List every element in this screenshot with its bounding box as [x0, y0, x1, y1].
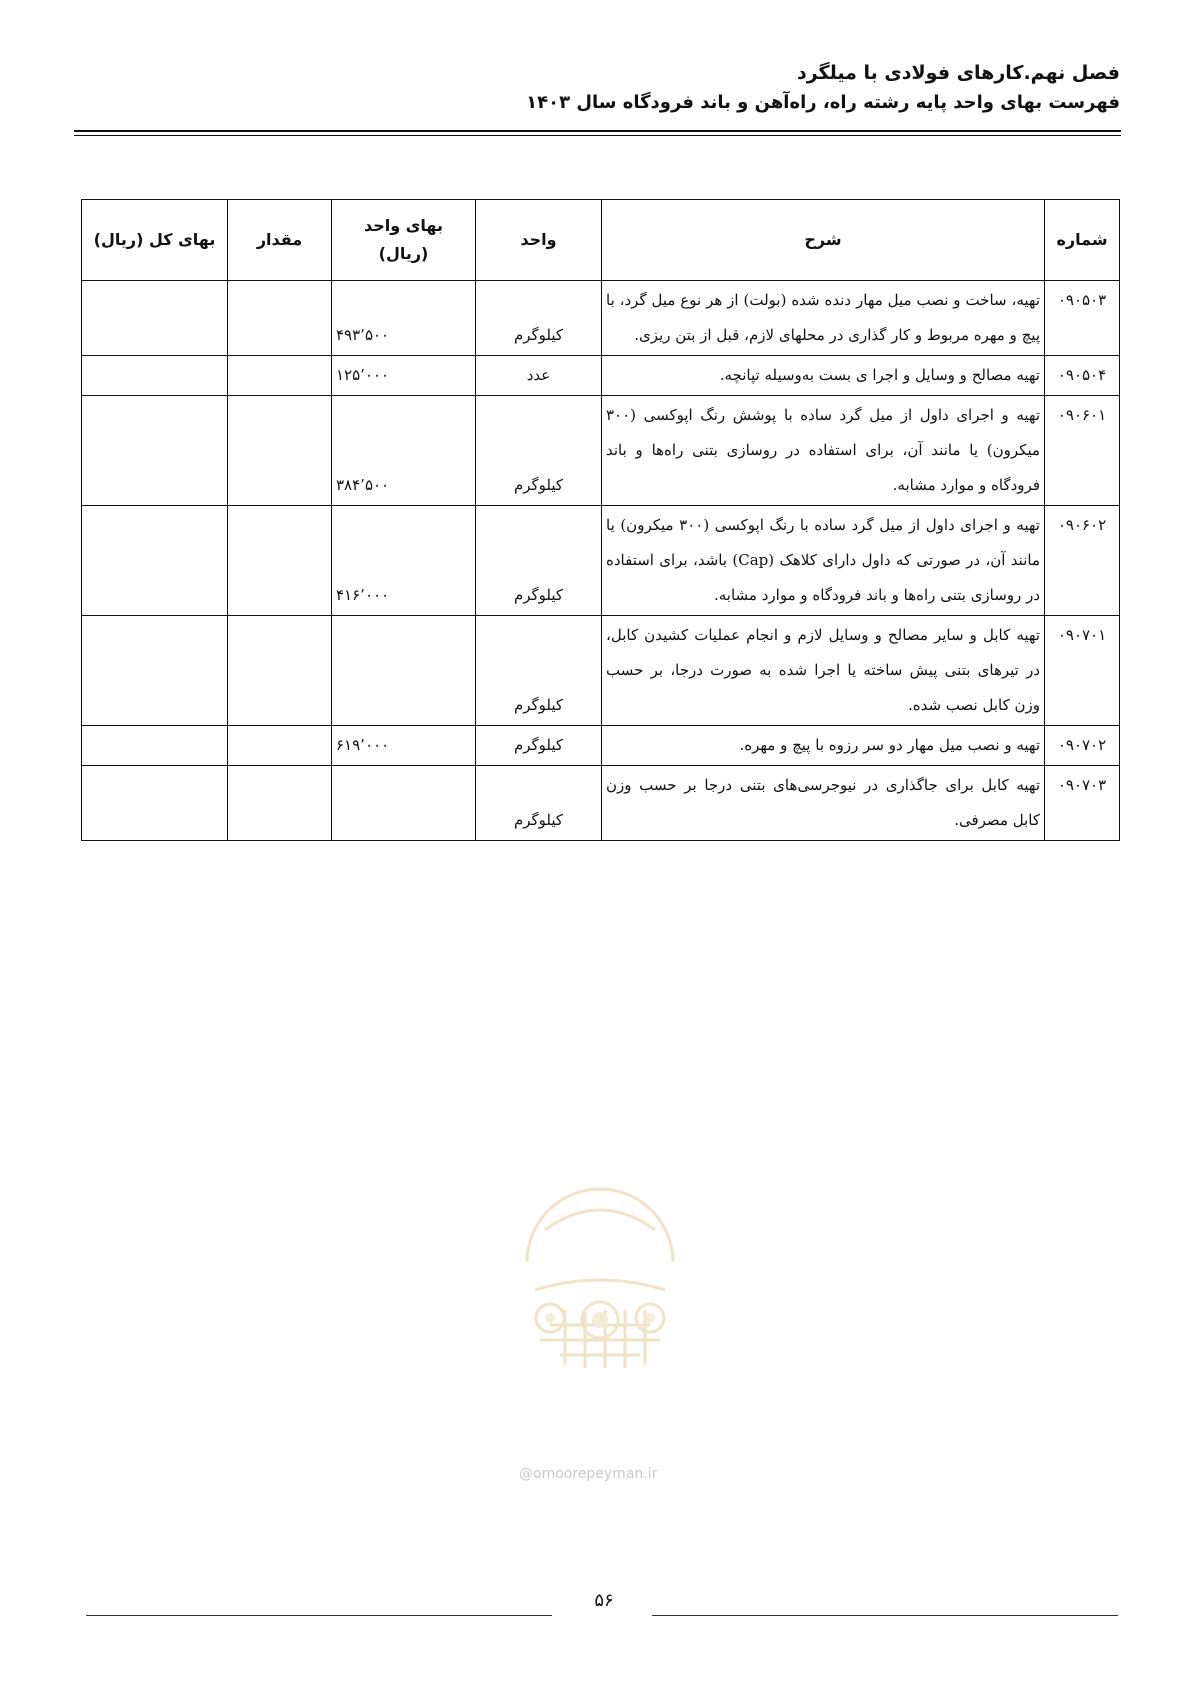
table-row [82, 281, 1120, 356]
item-code: ۰۹۰۶۰۲ [1045, 506, 1120, 616]
item-total-price [82, 356, 228, 396]
item-unit-price: ۱۲۵٬۰۰۰ [332, 356, 476, 396]
item-quantity [228, 356, 332, 396]
item-unit: کیلوگرم [476, 766, 602, 841]
item-unit-price: ۴۹۳٬۵۰۰ [332, 281, 476, 356]
price-list-title: فهرست بهای واحد پایه رشته راه، راه‌آهن و باند فرودگاه سال ۱۴۰۳ [526, 92, 1120, 113]
table-row [82, 356, 1120, 396]
unit-price-header-currency: (ریال) [378, 244, 429, 263]
item-unit-price [332, 766, 476, 841]
item-description: تهیه کابل و سایر مصالح و وسایل لازم و انجام عملیات کشیدن کابل، در تیرهای بتنی پیش ساخته یا اجرا شده به صورت درجا، بر حسب وزن کابل نصب شده. [602, 616, 1045, 726]
price-table [81, 199, 1120, 841]
item-total-price [82, 766, 228, 841]
item-total-price [82, 281, 228, 356]
page-number: ۵۶ [594, 1590, 614, 1611]
item-quantity [228, 616, 332, 726]
header-rule-thin [74, 135, 1121, 136]
column-header-unit-price [332, 200, 476, 281]
column-header-total-price: بهای کل (ریال) [82, 200, 228, 281]
item-unit-price: ۳۸۴٬۵۰۰ [332, 396, 476, 506]
footer-rule-left [86, 1615, 552, 1616]
item-code: ۰۹۰۷۰۳ [1045, 766, 1120, 841]
item-code: ۰۹۰۶۰۱ [1045, 396, 1120, 506]
item-total-price [82, 396, 228, 506]
table-row [82, 766, 1120, 841]
item-quantity [228, 506, 332, 616]
item-total-price [82, 506, 228, 616]
item-unit-price: ۴۱۶٬۰۰۰ [332, 506, 476, 616]
table-row [82, 616, 1120, 726]
footer-rule-right [652, 1615, 1118, 1616]
item-unit: کیلوگرم [476, 616, 602, 726]
item-description: تهیه و نصب میل مهار دو سر رزوه با پیچ و مهره. [602, 726, 1045, 766]
item-description: تهیه کابل برای جاگذاری در نیوجرسی‌های بتنی درجا بر حسب وزن کابل مصرفی. [602, 766, 1045, 841]
item-unit: کیلوگرم [476, 726, 602, 766]
omoore-peyman-logo-watermark [505, 1170, 695, 1370]
item-unit: کیلوگرم [476, 396, 602, 506]
table-row [82, 506, 1120, 616]
watermark-url: @omoorepeyman.ir [519, 1466, 658, 1482]
chapter-title: فصل نهم.کارهای فولادی با میلگرد [796, 62, 1120, 84]
header-rule [74, 130, 1121, 132]
item-total-price [82, 616, 228, 726]
item-description: تهیه و اجرای داول از میل گرد ساده با پوشش رنگ اپوکسی (۳۰۰ میکرون) یا مانند آن، برای استفاده در روسازی بتنی راه‌ها و باند فرودگاه و موارد مشابه. [602, 396, 1045, 506]
item-code: ۰۹۰۷۰۲ [1045, 726, 1120, 766]
item-quantity [228, 766, 332, 841]
item-unit-price [332, 616, 476, 726]
table-row [82, 726, 1120, 766]
item-description: تهیه مصالح و وسایل و اجرا ی بست به‌وسیله تپانچه. [602, 356, 1045, 396]
item-total-price [82, 726, 228, 766]
column-header-quantity: مقدار [228, 200, 332, 281]
page-header [526, 58, 1120, 118]
table-row [82, 396, 1120, 506]
item-quantity [228, 281, 332, 356]
item-unit-price: ۶۱۹٬۰۰۰ [332, 726, 476, 766]
item-code: ۰۹۰۵۰۴ [1045, 356, 1120, 396]
table-header-row [82, 200, 1120, 281]
unit-price-header-label: بهای واحد [363, 216, 443, 235]
column-header-code: شماره [1045, 200, 1120, 281]
column-header-unit: واحد [476, 200, 602, 281]
item-unit: کیلوگرم [476, 506, 602, 616]
item-quantity [228, 396, 332, 506]
column-header-description: شرح [602, 200, 1045, 281]
item-unit: کیلوگرم [476, 281, 602, 356]
item-code: ۰۹۰۷۰۱ [1045, 616, 1120, 726]
item-quantity [228, 726, 332, 766]
item-code: ۰۹۰۵۰۳ [1045, 281, 1120, 356]
item-unit: عدد [476, 356, 602, 396]
item-description: تهیه، ساخت و نصب میل مهار دنده شده (بولت) از هر نوع میل گرد، با پیچ و مهره مربوط و کار گذاری در محلهای لازم، قبل از بتن ریزی. [602, 281, 1045, 356]
item-description: تهیه و اجرای داول از میل گرد ساده با رنگ اپوکسی (۳۰۰ میکرون) یا مانند آن، در صورتی که داول دارای کلاهک (Cap) باشد، برای استفاده در روسازی بتنی راه‌ها و باند فرودگاه و موارد مشابه. [602, 506, 1045, 616]
